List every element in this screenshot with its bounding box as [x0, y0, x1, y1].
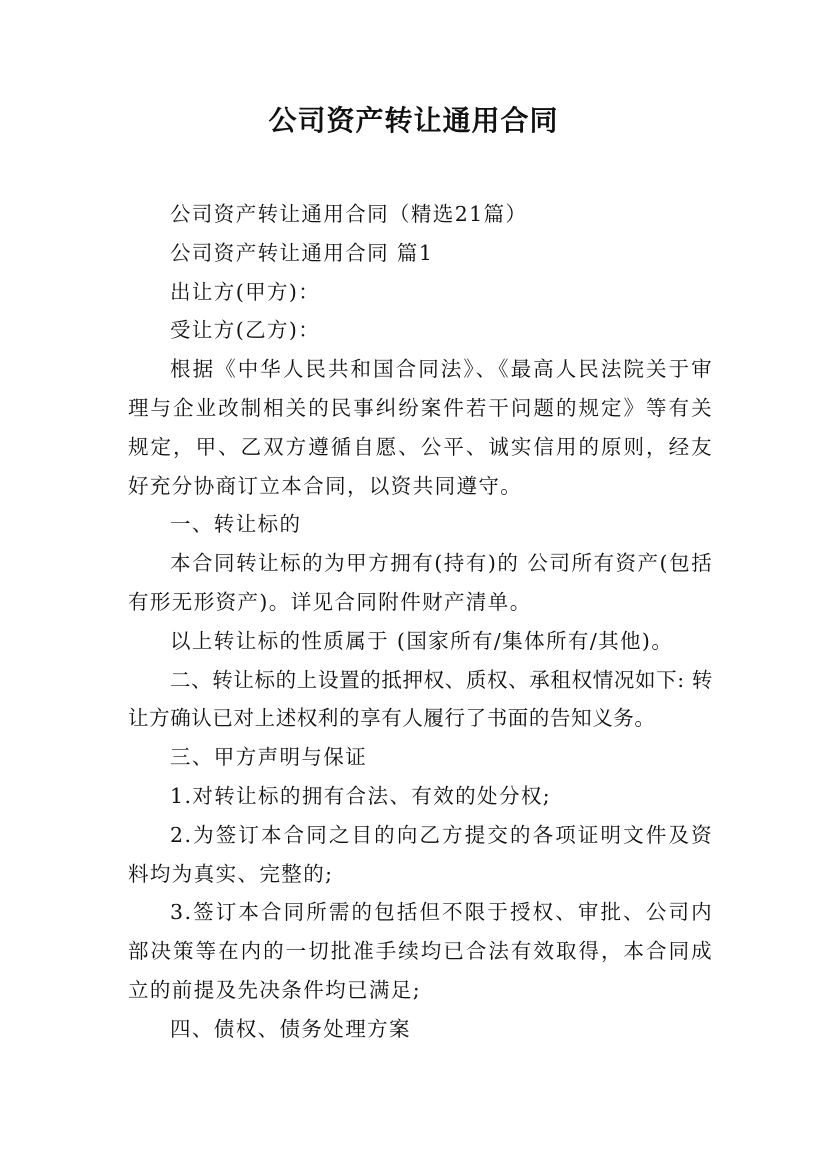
paragraph-nature: 以上转让标的性质属于 (国家所有/集体所有/其他)。: [170, 628, 674, 653]
paragraph-item-3: 3.签订本合同所需的包括但不限于授权、审批、公司内部决策等在内的一切批准手续均已合法有效取得，本合同成立的前提及先决条件均已满足;: [128, 900, 713, 1002]
paragraph-item-2: 2.为签订本合同之目的向乙方提交的各项证明文件及资料均为真实、完整的;: [128, 822, 713, 886]
document-body: [128, 195, 713, 1049]
paragraph-transferor: 出让方(甲方)：: [170, 279, 321, 304]
paragraph-heading-3: 三、甲方声明与保证: [170, 745, 368, 770]
paragraph-subtitle: 公司资产转让通用合同（精选21篇）: [170, 202, 528, 226]
paragraph-heading-2: 二、转让标的上设置的抵押权、质权、承租权情况如下: 转让方确认已对上述权利的享有人履行了书面的告知义务。: [128, 667, 713, 731]
paragraph-heading-1: 一、转让标的: [170, 512, 302, 537]
paragraph-basis: 根据《中华人民共和国合同法》、《最高人民法院关于审理与企业改制相关的民事纠纷案件若干问题的规定》等有关规定，甲、乙双方遵循自愿、公平、诚实信用的原则，经友好充分协商订立本合同，以资共同遵守。: [128, 357, 713, 498]
paragraph-transferee: 受让方(乙方)：: [170, 318, 321, 343]
paragraph-heading-4: 四、债权、债务处理方案: [170, 1016, 411, 1041]
document-title: 公司资产转让通用合同: [268, 104, 559, 137]
paragraph-section-heading: 公司资产转让通用合同 篇1: [170, 240, 434, 265]
paragraph-transfer-object: 本合同转让标的为甲方拥有(持有)的 公司所有资产(包括有形无形资产)。详见合同附件财产清单。: [128, 551, 713, 614]
paragraph-item-1: 1.对转让标的拥有合法、有效的处分权;: [170, 783, 552, 808]
